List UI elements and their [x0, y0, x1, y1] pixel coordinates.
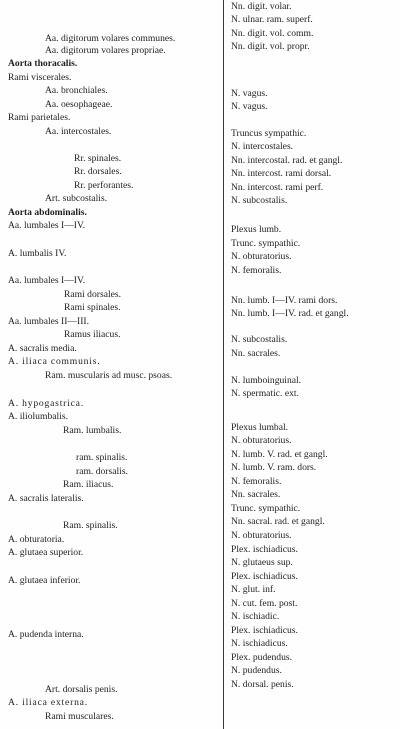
artery-entry: Rami musculares.	[45, 711, 114, 722]
nerve-entry: Plex. ischiadicus.	[231, 544, 298, 555]
nerve-entry: Plexus lumbal.	[231, 422, 289, 433]
artery-entry: Art. dorsalis penis.	[45, 684, 118, 695]
artery-entry: Ram. iliacus.	[63, 479, 114, 490]
nerve-entry: N. lumb. V. rad. et gangl.	[231, 449, 328, 460]
artery-entry: Rr. perforantes.	[74, 180, 134, 191]
nerve-entry: N. pudendus.	[231, 665, 282, 676]
nerve-entry: Plexus lumb.	[231, 224, 282, 235]
nerve-entry: N. ulnar. ram. superf.	[231, 14, 313, 25]
artery-entry: Aa. lumbales II—III.	[8, 316, 89, 327]
nerve-entry: N. dorsal. penis.	[231, 679, 294, 690]
artery-entry: Aa. lumbales I—IV.	[8, 220, 86, 231]
artery-entry: Ram. lumbalis.	[63, 425, 122, 436]
nerve-entry: Plex. ischiadicus.	[231, 625, 298, 636]
nerve-entry: N. obturatorius.	[231, 435, 292, 446]
nerve-entry: Nn. intercostal. rad. et gangl.	[231, 155, 343, 166]
artery-entry: A. glutaea inferior.	[8, 575, 81, 586]
artery-entry: Rami viscerales.	[8, 72, 72, 83]
nerve-entry: N. ischiadic.	[231, 611, 280, 622]
nerve-entry: N. femoralis.	[231, 476, 282, 487]
artery-entry: Aa. digitorum volares propriae.	[45, 45, 166, 56]
section-heading: Aorta abdominalis.	[8, 207, 87, 218]
nerve-entry: N. glutaeus sup.	[231, 557, 293, 568]
nerve-entry: Nn. sacrales.	[231, 489, 281, 500]
nerve-entry: Nn. sacral. rad. et gangl.	[231, 516, 325, 527]
nerve-entry: Nn. digit. vol. comm.	[231, 28, 314, 39]
nerve-entry: N. vagus.	[231, 88, 268, 99]
nerve-entry: Plex. ischiadicus.	[231, 571, 298, 582]
nerve-entry: N. subcostalis.	[231, 334, 288, 345]
artery-entry: ram. dorsalis.	[76, 466, 128, 477]
artery-entry: Aa. intercostales.	[45, 126, 112, 137]
artery-entry: Rami spinales.	[64, 302, 121, 313]
artery-entry: A. iliaca communis.	[8, 356, 101, 367]
artery-entry: Ramus iliacus.	[64, 329, 121, 340]
artery-entry: A. lumbalis IV.	[8, 248, 67, 259]
artery-entry: Aa. oesophageae.	[45, 99, 113, 110]
nerve-column	[229, 0, 399, 729]
artery-entry: A. sacralis lateralis.	[8, 493, 84, 504]
nerve-entry: Truncus sympathic.	[231, 128, 307, 139]
nerve-entry: Trunc. sympathic.	[231, 503, 301, 514]
artery-entry: A. pudenda interna.	[8, 629, 84, 640]
nerve-entry: N. spermatic. ext.	[231, 388, 299, 399]
nerve-entry: Trunc. sympathic.	[231, 238, 301, 249]
artery-entry: Rami parietales.	[8, 112, 71, 123]
nerve-entry: Plex. pudendus.	[231, 652, 293, 663]
artery-entry: A. hypogastrica.	[8, 398, 84, 409]
artery-entry: Aa. digitorum volares communes.	[45, 33, 176, 44]
nerve-entry: N. cut. fem. post.	[231, 598, 298, 609]
artery-entry: Ram. muscularis ad musc. psoas.	[45, 370, 173, 381]
artery-entry: A. obturatoria.	[8, 534, 65, 545]
artery-entry: Ram. spinalis.	[63, 520, 118, 531]
nerve-entry: Nn. lumb. I—IV. rami dors.	[231, 295, 338, 306]
artery-entry: Aa. lumbales I—IV.	[8, 275, 86, 286]
nerve-entry: Nn. intercost. rami dorsal.	[231, 168, 332, 179]
nerve-entry: N. lumboinguinal.	[231, 375, 302, 386]
nerve-entry: N. femoralis.	[231, 265, 282, 276]
column-divider	[223, 0, 224, 729]
nerve-entry: Nn. intercost. rami perf.	[231, 182, 324, 193]
nerve-entry: N. glut. inf.	[231, 584, 276, 595]
nerve-entry: Nn. sacrales.	[231, 348, 281, 359]
nerve-entry: Nn. digit. vol. propr.	[231, 41, 310, 52]
artery-entry: ram. spinalis.	[76, 452, 128, 463]
nerve-entry: N. subcostalis.	[231, 195, 288, 206]
nerve-entry: N. vagus.	[231, 101, 268, 112]
artery-entry: Art. subcostalis.	[45, 193, 108, 204]
artery-entry: A. sacralis media.	[8, 343, 77, 354]
nerve-entry: N. obturatorius.	[231, 251, 292, 262]
nerve-entry: N. lumb. V. ram. dors.	[231, 462, 317, 473]
nerve-entry: Nn. digit. volar.	[231, 1, 292, 12]
artery-entry: Rami dorsales.	[64, 289, 122, 300]
artery-entry: Aa. bronchiales.	[45, 85, 108, 96]
nerve-entry: N. ischiadicus.	[231, 638, 288, 649]
artery-entry: A. iliolumbalis.	[8, 411, 68, 422]
section-heading: Aorta thoracalis.	[8, 58, 78, 69]
nerve-entry: N. obturatorius.	[231, 530, 292, 541]
nerve-entry: N. intercostales.	[231, 141, 294, 152]
artery-entry: A. glutaea superior.	[8, 547, 84, 558]
artery-entry: A. iliaca externa.	[8, 697, 88, 708]
nerve-entry: Nn. lumb. I—IV. rad. et gangl.	[231, 308, 349, 319]
artery-entry: Rr. dorsales.	[74, 166, 122, 177]
artery-entry: Rr. spinales.	[74, 153, 122, 164]
